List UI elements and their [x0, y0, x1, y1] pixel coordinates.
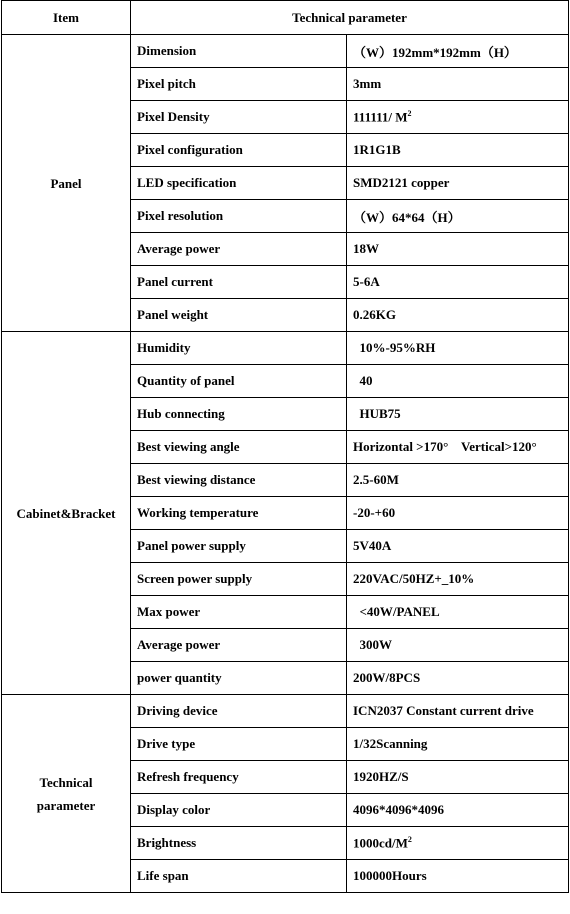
value-text: 1/32Scanning — [353, 736, 428, 751]
parameter-label: Life span — [131, 860, 347, 893]
spec-table — [1, 0, 569, 893]
parameter-value — [347, 398, 569, 431]
value-text: 5-6A — [353, 274, 380, 289]
header-technical-parameter: Technical parameter — [131, 1, 569, 35]
value-text: 18W — [353, 241, 379, 256]
value-text: ICN2037 Constant current drive — [353, 703, 534, 718]
value-text: （W）64*64（H） — [353, 209, 461, 225]
parameter-label: Pixel resolution — [131, 200, 347, 233]
value-text: <40W/PANEL — [353, 604, 440, 619]
parameter-value — [347, 629, 569, 662]
parameter-value — [347, 563, 569, 596]
parameter-label: Brightness — [131, 827, 347, 860]
parameter-label: Driving device — [131, 695, 347, 728]
parameter-value — [347, 860, 569, 893]
parameter-label: Drive type — [131, 728, 347, 761]
value-text: HUB75 — [353, 406, 401, 421]
header-row — [2, 1, 569, 35]
parameter-label: Average power — [131, 233, 347, 266]
value-text: Horizontal >170° Vertical>120° — [353, 439, 537, 454]
parameter-value — [347, 200, 569, 233]
parameter-value — [347, 101, 569, 134]
parameter-label: Panel current — [131, 266, 347, 299]
parameter-value — [347, 596, 569, 629]
parameter-value — [347, 233, 569, 266]
parameter-label: Display color — [131, 794, 347, 827]
parameter-value — [347, 794, 569, 827]
value-text: -20-+60 — [353, 505, 396, 520]
group-label: Panel — [2, 35, 131, 332]
value-text: 100000Hours — [353, 868, 427, 883]
parameter-value — [347, 431, 569, 464]
parameter-label: Best viewing distance — [131, 464, 347, 497]
superscript: 2 — [407, 834, 412, 844]
parameter-value — [347, 464, 569, 497]
parameter-label: Working temperature — [131, 497, 347, 530]
parameter-value — [347, 497, 569, 530]
parameter-value — [347, 662, 569, 695]
parameter-label: Panel power supply — [131, 530, 347, 563]
parameter-value — [347, 695, 569, 728]
parameter-label: Average power — [131, 629, 347, 662]
value-text: 1920HZ/S — [353, 769, 409, 784]
parameter-value — [347, 365, 569, 398]
group-label: Technical parameter — [2, 695, 131, 893]
parameter-value — [347, 761, 569, 794]
value-text: 2.5-60M — [353, 472, 399, 487]
value-text: 111111/ M — [353, 109, 408, 125]
parameter-value — [347, 728, 569, 761]
value-text: 1000cd/M — [353, 835, 408, 851]
value-text: 5V40A — [353, 538, 392, 553]
superscript: 2 — [407, 108, 412, 118]
value-text: SMD2121 copper — [353, 175, 450, 190]
parameter-label: power quantity — [131, 662, 347, 695]
parameter-value — [347, 266, 569, 299]
parameter-label: Pixel Density — [131, 101, 347, 134]
parameter-label: Best viewing angle — [131, 431, 347, 464]
value-text: 3mm — [353, 76, 382, 91]
parameter-label: Hub connecting — [131, 398, 347, 431]
value-text: 0.26KG — [353, 307, 396, 322]
parameter-value — [347, 35, 569, 68]
parameter-label: Dimension — [131, 35, 347, 68]
value-text: 220VAC/50HZ+_10% — [353, 571, 475, 586]
parameter-value — [347, 68, 569, 101]
value-text: 40 — [353, 373, 373, 388]
parameter-value — [347, 134, 569, 167]
value-text: 200W/8PCS — [353, 670, 421, 685]
parameter-label: Max power — [131, 596, 347, 629]
parameter-value — [347, 332, 569, 365]
parameter-label: Screen power supply — [131, 563, 347, 596]
parameter-label: Quantity of panel — [131, 365, 347, 398]
parameter-label: Panel weight — [131, 299, 347, 332]
value-text: （W）192mm*192mm（H） — [353, 44, 517, 60]
parameter-value — [347, 530, 569, 563]
parameter-value — [347, 827, 569, 860]
parameter-value — [347, 299, 569, 332]
value-text: 300W — [353, 637, 392, 652]
parameter-value — [347, 167, 569, 200]
parameter-label: Humidity — [131, 332, 347, 365]
parameter-label: Pixel configuration — [131, 134, 347, 167]
parameter-label: LED specification — [131, 167, 347, 200]
group-label: Cabinet&Bracket — [2, 332, 131, 695]
value-text: 4096*4096*4096 — [353, 802, 444, 817]
value-text: 10%-95%RH — [353, 340, 436, 355]
header-item: Item — [2, 1, 131, 35]
spec-table-body — [2, 35, 569, 893]
parameter-label: Refresh frequency — [131, 761, 347, 794]
table-row — [2, 332, 569, 365]
table-row — [2, 35, 569, 68]
table-row — [2, 695, 569, 728]
value-text: 1R1G1B — [353, 142, 401, 157]
parameter-label: Pixel pitch — [131, 68, 347, 101]
